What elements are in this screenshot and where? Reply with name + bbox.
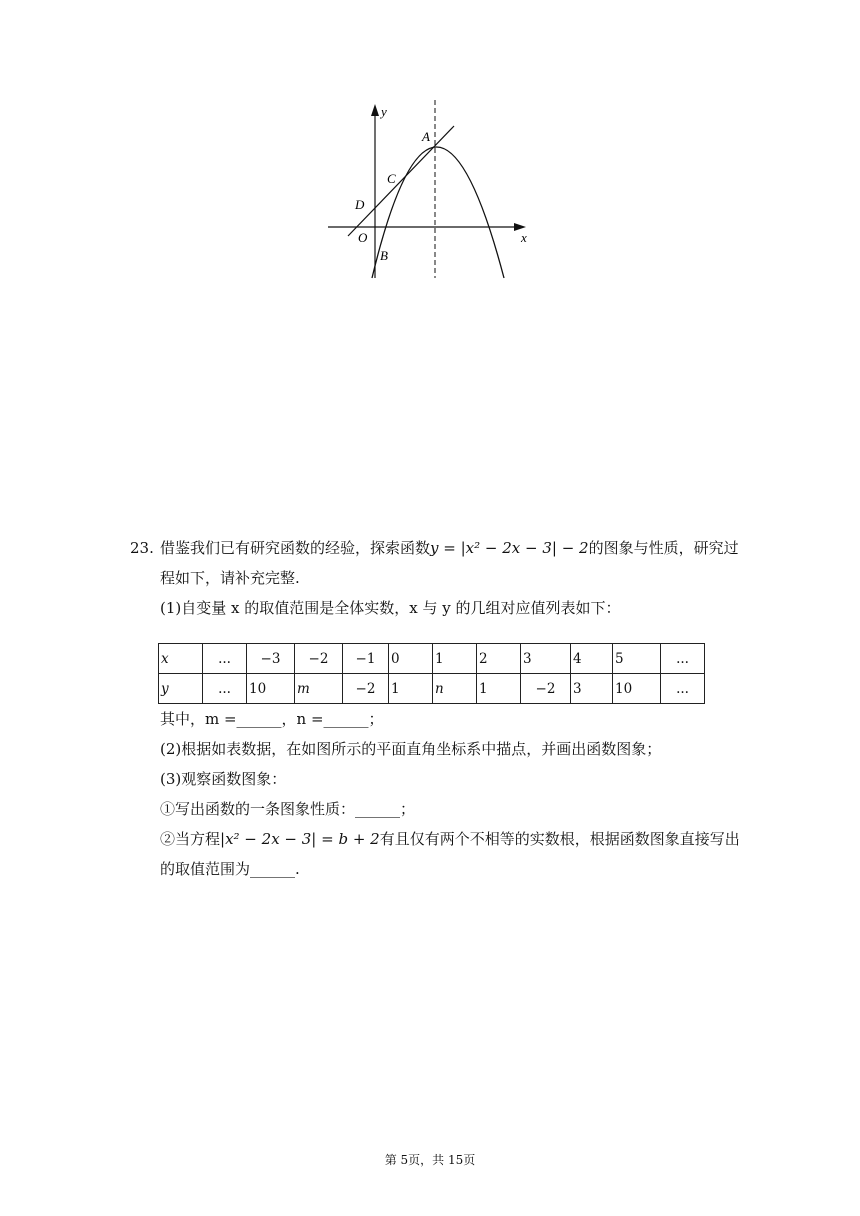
sub2-text-b: 有且仅有两个不相等的实数根，根据函数图象直接写出	[379, 830, 740, 848]
table-cell: ...	[203, 674, 247, 704]
table-cell: −2	[521, 674, 571, 704]
question-line1-text-b: 的图象与性质，研究过	[588, 539, 739, 557]
label-b: B	[380, 248, 388, 263]
table-cell: n	[433, 674, 477, 704]
page-footer: 第 5页，共 15页	[384, 1153, 476, 1167]
table-cell: 10	[247, 674, 295, 704]
label-c: C	[387, 171, 396, 186]
table-cell: ...	[661, 674, 705, 704]
table-cell: 2	[477, 644, 521, 674]
equation-formula: |x² − 2x − 3| = b + 2	[220, 830, 380, 848]
table-row-y	[159, 674, 705, 704]
table-cell: 0	[389, 644, 433, 674]
part1-text: (1)自变量 x 的取值范围是全体实数，x 与 y 的几组对应值列表如下：	[160, 599, 621, 617]
table-cell: 10	[613, 674, 661, 704]
table-cell: ...	[661, 644, 705, 674]
function-formula: y = |x² − 2x − 3| − 2	[430, 539, 589, 557]
table-cell: 1	[433, 644, 477, 674]
table-cell: −3	[247, 644, 295, 674]
table-cell: x	[159, 644, 203, 674]
label-a: A	[422, 129, 430, 144]
parabola-figure	[320, 96, 540, 286]
label-y: y	[381, 104, 387, 119]
line-dca	[348, 126, 454, 236]
table-cell: m	[295, 674, 343, 704]
table-cell: −1	[343, 644, 389, 674]
table-cell: −2	[343, 674, 389, 704]
question-line1	[160, 538, 739, 558]
sub2-text-a: ②当方程	[160, 830, 221, 848]
part3-text: (3)观察函数图象：	[160, 770, 287, 788]
label-d: D	[355, 197, 365, 212]
question-line1-text-a: 借鉴我们已有研究函数的经验，探索函数	[160, 539, 431, 557]
table-cell: 5	[613, 644, 661, 674]
table-row-x	[159, 644, 705, 674]
value-table	[158, 643, 705, 704]
label-o: O	[358, 230, 368, 245]
answer-line: 其中，m =______，n =______；	[160, 710, 384, 728]
part2-text: (2)根据如表数据，在如图所示的平面直角坐标系中描点，并画出函数图象；	[160, 740, 662, 758]
table-cell: 3	[571, 674, 613, 704]
table-cell: 1	[389, 674, 433, 704]
y-axis-arrow	[371, 104, 379, 116]
table-cell: 1	[477, 674, 521, 704]
question-number: 23.	[130, 539, 154, 557]
parabola-curve	[372, 147, 504, 278]
sub2-line2: 的取值范围为______.	[160, 860, 300, 878]
sub2-line1	[160, 829, 740, 849]
question-line2: 程如下，请补充完整.	[160, 569, 300, 587]
sub1-text: ①写出函数的一条图象性质：______；	[160, 800, 416, 818]
table-cell: 4	[571, 644, 613, 674]
table-cell: −2	[295, 644, 343, 674]
label-x: x	[521, 230, 527, 245]
table-cell: ...	[203, 644, 247, 674]
table-cell: 3	[521, 644, 571, 674]
table-cell: y	[159, 674, 203, 704]
